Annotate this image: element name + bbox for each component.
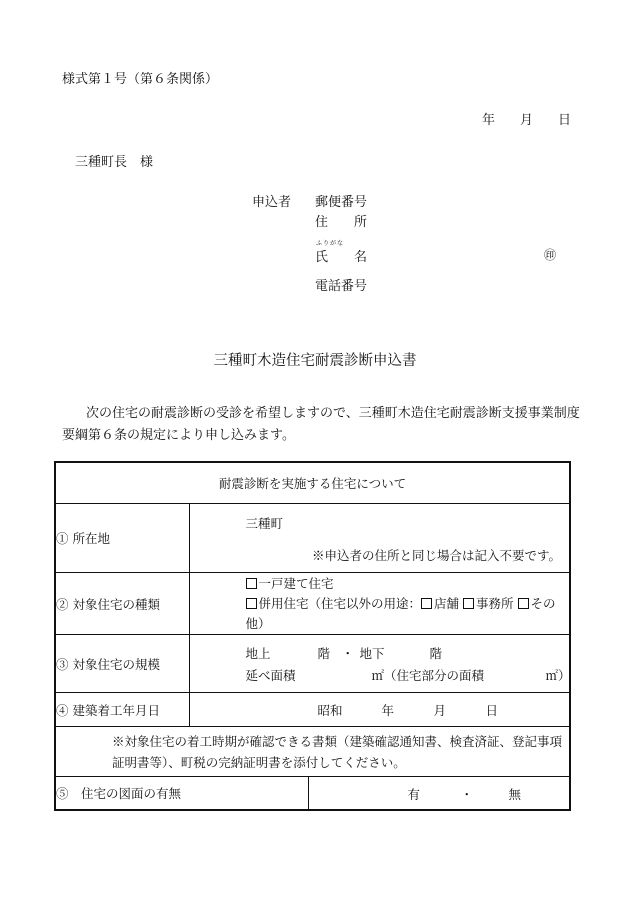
detached-option: 一戸建て住宅	[258, 575, 334, 591]
attachment-note-1: ※対象住宅の着工時期が確認できる書類（建築確認通知書、検査済証、登記事項	[112, 733, 563, 749]
drawings-cell	[308, 777, 570, 810]
detached-checkbox[interactable]	[246, 578, 257, 589]
date-day: 日	[558, 113, 572, 128]
housing-info-table	[54, 461, 571, 811]
below-floor-unit: 階	[429, 646, 443, 661]
construction-month: 月	[433, 703, 447, 718]
mixed-use-option: 併用住宅（住宅以外の用途：	[258, 595, 422, 611]
other-option: その	[530, 595, 556, 611]
shop-checkbox[interactable]	[421, 598, 432, 609]
phone-label: 電話番号	[315, 279, 368, 294]
location-cell	[189, 504, 570, 573]
seal-mark: ㊞	[544, 248, 557, 262]
house-area-unit: ㎡）	[545, 668, 571, 683]
housing-scale-cell	[189, 635, 570, 693]
construction-year: 年	[381, 703, 395, 718]
construction-date-label: ④ 建築着工年月日	[55, 693, 189, 727]
era-label: 昭和	[317, 703, 343, 718]
above-ground-label: 地上	[245, 646, 271, 661]
intro-line-1: 次の住宅の耐震診断の受診を希望しますので、三種町木造住宅耐震診断支援事業制度	[86, 406, 580, 421]
office-option: 事務所	[476, 595, 514, 611]
housing-type-cell	[189, 573, 570, 635]
date-month: 月	[520, 113, 534, 128]
date-year: 年	[482, 113, 496, 128]
name-ruby: ふりがな	[316, 240, 345, 247]
form-number: 様式第１号（第６条関係）	[62, 72, 219, 87]
drawings-yes: 有	[407, 787, 421, 802]
housing-type-label: ② 対象住宅の種類	[55, 573, 189, 635]
mixed-use-checkbox[interactable]	[246, 598, 257, 609]
below-ground-label: 地下	[359, 646, 385, 661]
other-option-cont: 他）	[245, 615, 271, 631]
drawings-label: ⑤ 住宅の図面の有無	[55, 777, 308, 810]
intro-line-2: 要綱第６条の規定により申し込みます。	[62, 428, 295, 443]
construction-date-cell	[189, 693, 570, 727]
table-title: 耐震診断を実施する住宅について	[55, 462, 570, 504]
office-checkbox[interactable]	[463, 598, 474, 609]
name-label: 氏 名	[315, 250, 368, 265]
other-checkbox[interactable]	[518, 598, 529, 609]
attachment-note-cell	[55, 727, 570, 777]
drawings-no: 無	[508, 787, 522, 802]
attachment-note-2: 証明書等）、町税の完納証明書を添付してください。	[112, 754, 406, 770]
floor-area-label: 延べ面積	[245, 668, 296, 683]
addressee: 三種町長 様	[75, 155, 154, 170]
address-label: 住 所	[315, 215, 368, 230]
floor-area-unit: ㎡（住宅部分の面積	[371, 668, 485, 683]
shop-option: 店舗	[434, 595, 460, 611]
location-label: ① 所在地	[55, 504, 189, 573]
scale-separator: ・	[341, 646, 355, 661]
location-note: ※申込者の住所と同じ場合は記入不要です。	[312, 548, 562, 563]
applicant-label: 申込者	[252, 195, 292, 210]
postal-label: 郵便番号	[315, 195, 368, 210]
location-town: 三種町	[245, 516, 284, 531]
construction-day: 日	[485, 703, 499, 718]
document-title: 三種町木造住宅耐震診断申込書	[213, 353, 417, 369]
housing-scale-label: ③ 対象住宅の規模	[55, 635, 189, 693]
above-floor-unit: 階	[317, 646, 331, 661]
drawings-separator: ・	[460, 787, 474, 802]
